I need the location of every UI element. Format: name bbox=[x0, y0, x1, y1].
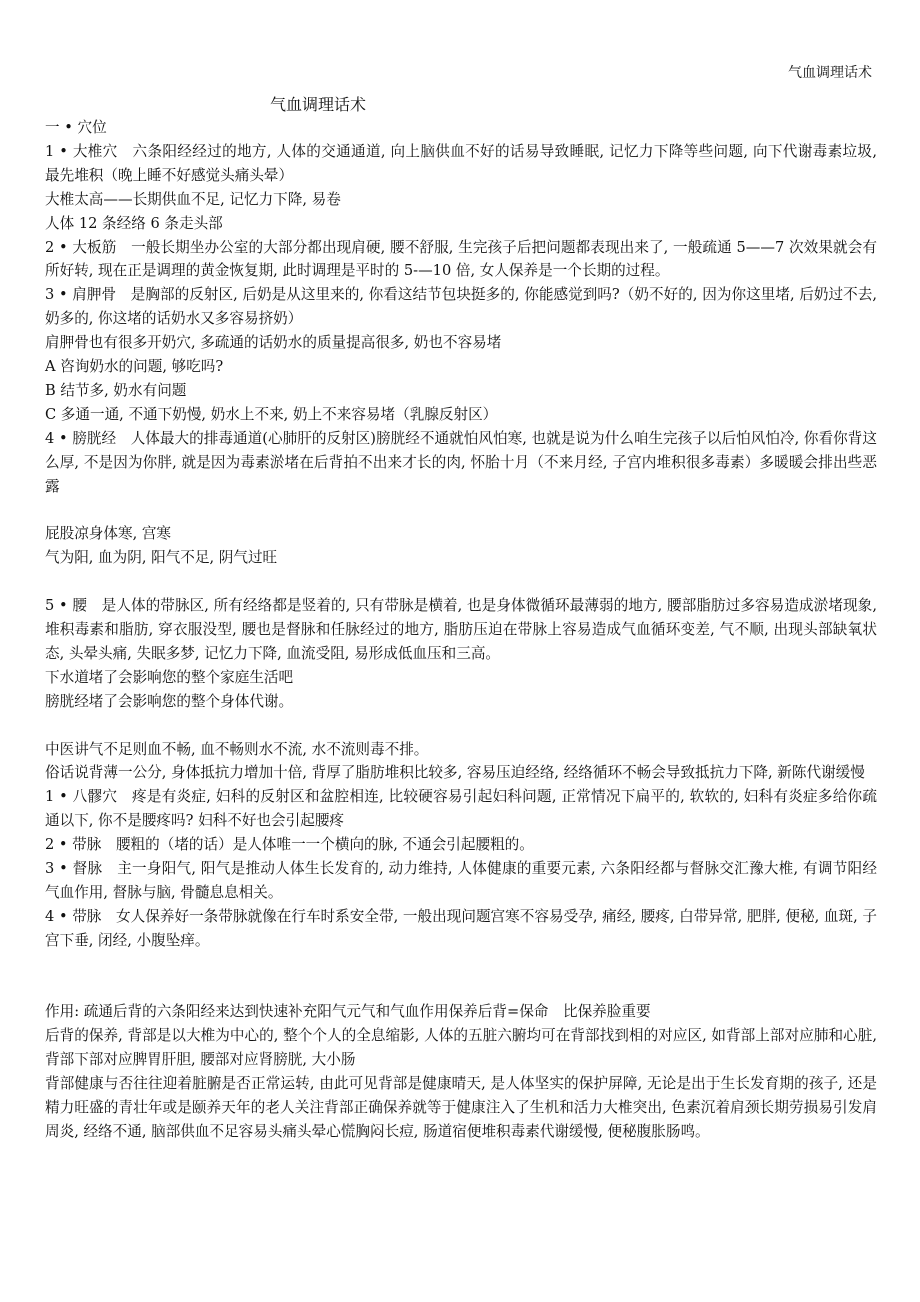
spacer bbox=[45, 953, 877, 1001]
paragraph-dazhui: 1 • 大椎穴 六条阳经经过的地方, 人体的交通通道, 向上脑供血不好的话易导致睡眠, 记忆力下降等些问题, 向下代谢毒素垃圾, 最先堆积（晚上睡不好感觉头痛头晕） bbox=[45, 142, 877, 184]
spacer bbox=[45, 570, 877, 594]
paragraph: 大椎太高——长期供血不足, 记忆力下降, 易卷 bbox=[45, 190, 341, 208]
paragraph: C 多通一通, 不通下奶慢, 奶水上不来, 奶上不来容易堵（乳腺反射区） bbox=[45, 405, 498, 423]
document-body bbox=[45, 116, 877, 1144]
paragraph: A 咨询奶水的问题, 够吃吗? bbox=[45, 358, 224, 376]
paragraph: 中医讲气不足则血不畅, 血不畅则水不流, 水不流则毒不排。 bbox=[45, 740, 429, 758]
paragraph: 屁股凉身体寒, 宫寒 bbox=[45, 525, 172, 543]
paragraph: B 结节多, 奶水有问题 bbox=[45, 381, 187, 399]
paragraph-dabanjin: 2 • 大板筋 一般长期坐办公室的大部分都出现肩硬, 腰不舒服, 生完孩子后把问题都表现出来了, 一般疏通 5——7 次效果就会有所好转, 现在正是调理的黄金恢复期, 此时调理是平时的 5-—10 倍, 女人保养是一个长期的过程。 bbox=[45, 238, 877, 280]
paragraph: 肩胛骨也有很多开奶穴, 多疏通的话奶水的质量提高很多, 奶也不容易堵 bbox=[45, 334, 502, 352]
paragraph-yao: 5 • 腰 是人体的带脉区, 所有经络都是竖着的, 只有带脉是横着, 也是身体微循环最薄弱的地方, 腰部脂肪过多容易造成淤堵现象, 堆积毒素和脂肪, 穿衣服没型, 腰也是督脉和任脉经过的地方, 脂肪压迫在带脉上容易造成气血循环变差, 气不顺, 出现头部缺氧状态, 头晕头痛, 失眠多梦, 记忆力下降, 血流受阻, 易形成低血压和三高。 bbox=[45, 597, 877, 662]
paragraph-daimai-2: 4 • 带脉 女人保养好一条带脉就像在行车时系安全带, 一般出现问题宫寒不容易受孕, 痛经, 腰疼, 白带异常, 肥胖, 便秘, 血斑, 子宫下垂, 闭经, 小腹坠痒。 bbox=[45, 907, 877, 949]
paragraph: 下水道堵了会影响您的整个家庭生活吧 bbox=[45, 668, 294, 686]
paragraph: 膀胱经堵了会影响您的整个身体代谢。 bbox=[45, 692, 294, 710]
section-heading-acupoints: 一 • 穴位 bbox=[45, 119, 107, 136]
paragraph-dumai: 3 • 督脉 主一身阳气, 阳气是推动人体生长发育的, 动力维持, 人体健康的重要元素, 六条阳经都与督脉交汇豫大椎, 有调节阳经气血作用, 督脉与脑, 骨髓息息相关。 bbox=[45, 860, 877, 901]
paragraph: 后背的保养, 背部是以大椎为中心的, 整个个人的全息缩影, 人体的五脏六腑均可在背部找到相的对应区, 如背部上部对应肺和心脏, 背部下部对应脾胃肝胆, 腰部对应肾膀胱, 大小肠 bbox=[45, 1027, 877, 1069]
paragraph-baliao: 1 • 八髎穴 疼是有炎症, 妇科的反射区和盆腔相连, 比较硬容易引起妇科问题, 正常情况下扁平的, 软软的, 妇科有炎症多给你疏通以下, 你不是腰疼吗? 妇科不好也会引起腰疼 bbox=[45, 788, 877, 830]
page-header: 气血调理话术 bbox=[788, 65, 872, 81]
document-title: 气血调理话术 bbox=[270, 95, 367, 114]
paragraph-pangguangjing: 4 • 膀胱经 人体最大的排毒通道(心肺肝的反射区)膀胱经不通就怕风怕寒, 也就是说为什么咱生完孩子以后怕风怕冷, 你看你背这么厚, 不是因为你胖, 就是因为毒素淤堵在后背拍不出来才长的肉, 怀胎十月（不来月经, 子宫内堆积很多毒素）多暖暖会排出些恶露 bbox=[45, 429, 877, 495]
paragraph-jianjiagu: 3 • 肩胛骨 是胸部的反射区, 后奶是从这里来的, 你看这结节包块挺多的, 你能感觉到吗?（奶不好的, 因为你这里堵, 后奶过不去, 奶多的, 你这堵的话奶水又多容易挤奶） bbox=[45, 286, 877, 328]
paragraph: 气为阳, 血为阴, 阳气不足, 阴气过旺 bbox=[45, 549, 278, 567]
spacer bbox=[45, 499, 877, 523]
paragraph: 俗话说背薄一公分, 身体抵抗力增加十倍, 背厚了脂肪堆积比较多, 容易压迫经络, 经络循环不畅会导致抵抗力下降, 新陈代谢缓慢 bbox=[45, 764, 865, 782]
paragraph-effect: 作用: 疏通后背的六条阳经来达到快速补充阳气元气和气血作用保养后背=保命 比保养脸重要 bbox=[45, 1003, 651, 1021]
paragraph: 人体 12 条经络 6 条走头部 bbox=[45, 214, 223, 232]
paragraph-daimai: 2 • 带脉 腰粗的（堵的话）是人体唯一一个横向的脉, 不通会引起腰粗的。 bbox=[45, 836, 534, 854]
spacer bbox=[45, 714, 877, 738]
paragraph: 背部健康与否往往迎着脏腑是否正常运转, 由此可见背部是健康晴天, 是人体坚实的保护屏障, 无论是出于生长发育期的孩子, 还是精力旺盛的青壮年或是颐养天年的老人关注背部正确保养就等于健康注入了生机和活力大椎突出, 色素沉着肩颈长期劳损易引发肩周炎, 经络不通, 脑部供血不足容易头痛头晕心慌胸闷长痘, 肠道宿便堆积毒素代谢缓慢, 便秘腹胀肠鸣。 bbox=[45, 1075, 877, 1140]
